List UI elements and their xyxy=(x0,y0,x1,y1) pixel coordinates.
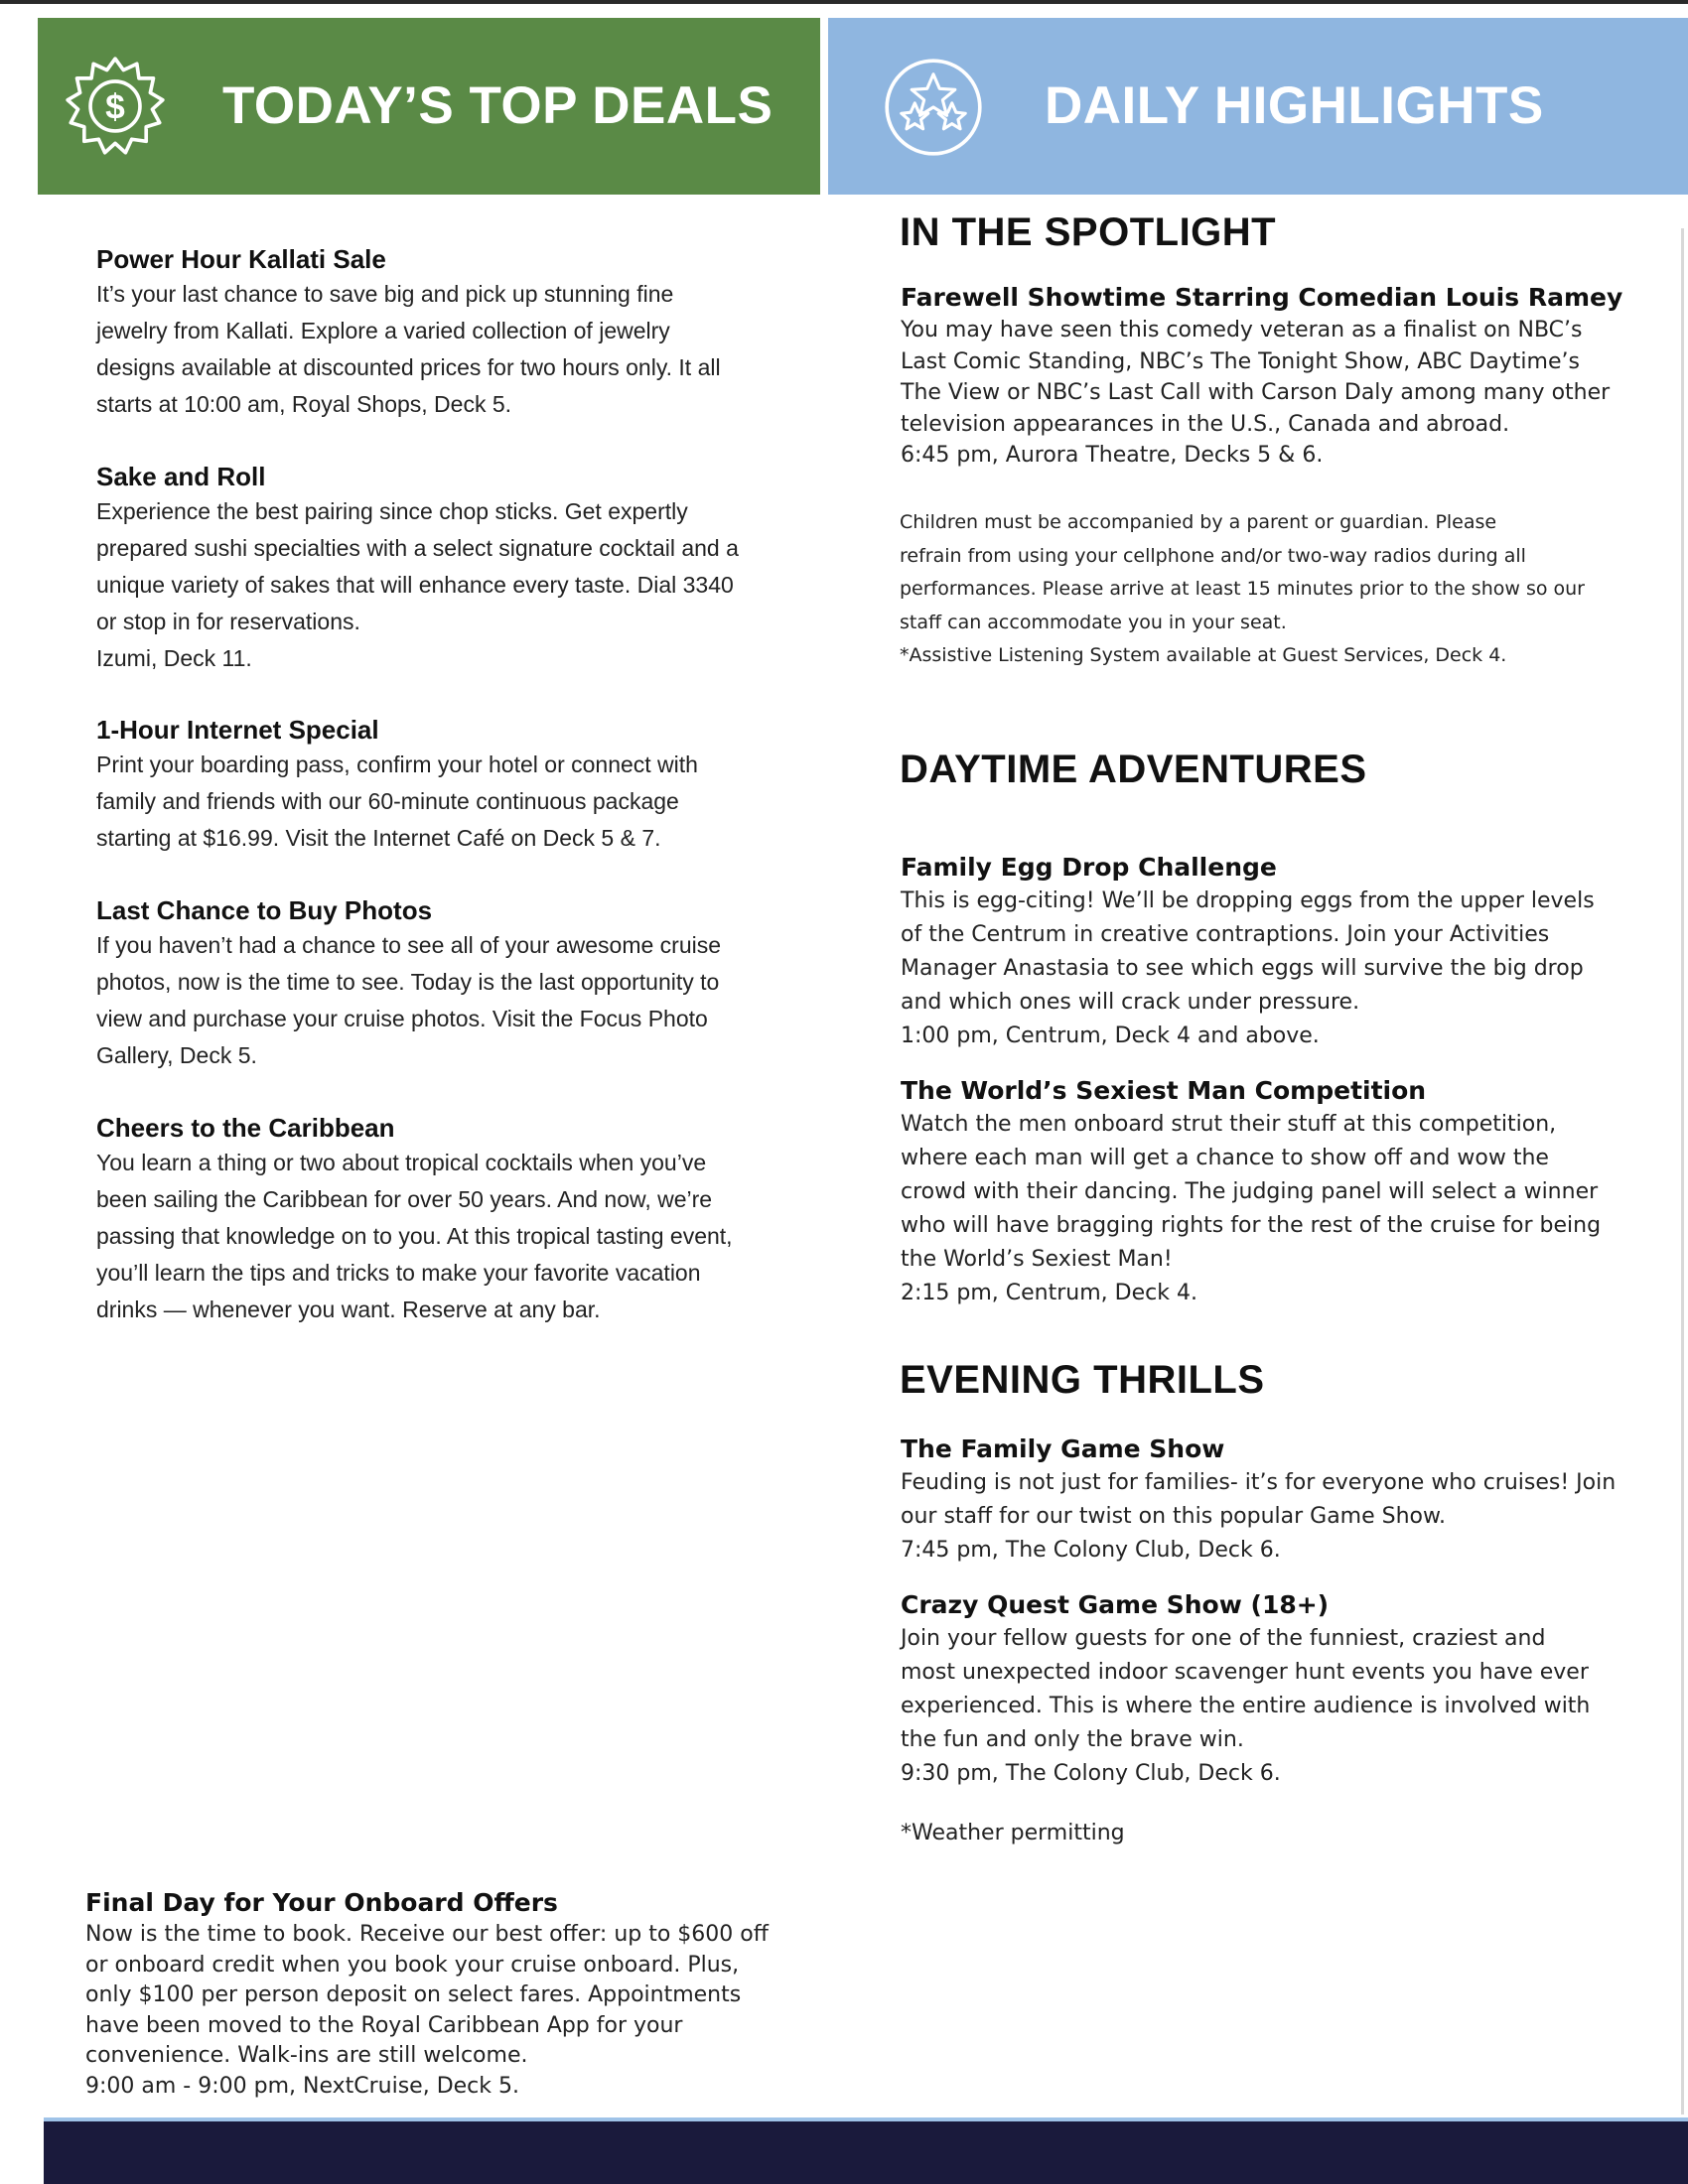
event-sexiest-man xyxy=(901,1074,1655,1310)
final-offer-line: have been moved to the Royal Caribbean App for your xyxy=(85,2012,683,2038)
spotlight-event xyxy=(901,281,1655,472)
event-line: Join your fellow guests for one of the funniest, craziest and xyxy=(901,1626,1546,1651)
final-offer-line: convenience. Walk-ins are still welcome. xyxy=(85,2043,528,2068)
notice-line: *Assistive Listening System available at Guest Services, Deck 4. xyxy=(900,644,1507,666)
deal-line: passing that knowledge on to you. At this tropical tasting event, xyxy=(96,1223,733,1249)
event-title: The Family Game Show xyxy=(901,1434,1225,1463)
deal-line: Izumi, Deck 11. xyxy=(96,645,252,671)
deal-line: You learn a thing or two about tropical cocktails when you’ve xyxy=(96,1150,707,1175)
deal-line: Gallery, Deck 5. xyxy=(96,1042,257,1068)
event-line: of the Centrum in creative contraptions. Join your Activities xyxy=(901,922,1550,947)
deal-line: family and friends with our 60-minute continuous package xyxy=(96,788,679,814)
deal-line: Experience the best pairing since chop sticks. Get expertly xyxy=(96,498,688,524)
deal-line: It’s your last chance to save big and pick up stunning fine xyxy=(96,281,674,307)
notice-line: staff can accommodate you in your seat. xyxy=(900,611,1287,633)
event-line: Feuding is not just for families- it’s for everyone who cruises! Join xyxy=(901,1470,1617,1495)
weather-footnote xyxy=(901,1817,1655,1850)
event-line: where each man will get a chance to show off and wow the xyxy=(901,1146,1549,1170)
final-offer-title: Final Day for Your Onboard Offers xyxy=(85,1888,558,1917)
dollar-badge-icon xyxy=(64,56,167,159)
event-line: the World’s Sexiest Man! xyxy=(901,1247,1173,1272)
daily-highlights-banner xyxy=(828,18,1688,195)
daily-highlights-title: DAILY HIGHLIGHTS xyxy=(1045,76,1544,135)
deal-title: Last Chance to Buy Photos xyxy=(96,895,433,925)
event-title: The World’s Sexiest Man Competition xyxy=(901,1076,1427,1105)
deal-line: you’ll learn the tips and tricks to make your favorite vacation xyxy=(96,1260,701,1286)
event-title: Crazy Quest Game Show (18+) xyxy=(901,1590,1330,1619)
spotlight-heading: IN THE SPOTLIGHT xyxy=(900,210,1277,254)
spotlight-notice xyxy=(900,506,1654,673)
event-line: 9:30 pm, The Colony Club, Deck 6. xyxy=(901,1761,1281,1786)
deal-line: starting at $16.99. Visit the Internet Café on Deck 5 & 7. xyxy=(96,825,661,851)
event-line: Watch the men onboard strut their stuff at this competition, xyxy=(901,1112,1557,1137)
top-deals-title: TODAY’S TOP DEALS xyxy=(222,76,774,135)
event-line: 6:45 pm, Aurora Theatre, Decks 5 & 6. xyxy=(901,443,1324,468)
deal-line: photos, now is the time to see. Today is the last opportunity to xyxy=(96,969,720,995)
deal-internet-special xyxy=(96,713,811,857)
top-rule xyxy=(0,0,1688,4)
event-line: and which ones will crack under pressure. xyxy=(901,990,1360,1015)
deal-line: Print your boarding pass, confirm your hotel or connect with xyxy=(96,751,698,777)
event-title: Farewell Showtime Starring Comedian Louis Ramey xyxy=(901,283,1623,312)
page-edge-line xyxy=(1681,228,1684,2115)
footnote-text: *Weather permitting xyxy=(901,1821,1125,1845)
event-family-game-show xyxy=(901,1433,1655,1568)
final-offer-line: 9:00 am - 9:00 pm, NextCruise, Deck 5. xyxy=(85,2073,520,2099)
notice-line: Children must be accompanied by a parent or guardian. Please xyxy=(900,511,1497,533)
event-line: our staff for our twist on this popular Game Show. xyxy=(901,1504,1446,1529)
event-line: This is egg-citing! We’ll be dropping eggs from the upper levels xyxy=(901,888,1595,913)
deal-line: starts at 10:00 am, Royal Shops, Deck 5. xyxy=(96,391,512,417)
event-line: Manager Anastasia to see which eggs will survive the big drop xyxy=(901,956,1584,981)
final-onboard-offers xyxy=(85,1886,840,2102)
deal-line: unique variety of sakes that will enhance every taste. Dial 3340 xyxy=(96,572,734,598)
deal-line: designs available at discounted prices for two hours only. It all xyxy=(96,354,721,380)
notice-line: performances. Please arrive at least 15 minutes prior to the show so our xyxy=(900,578,1585,600)
event-line: The View or NBC’s Last Call with Carson Daly among many other xyxy=(901,380,1611,405)
deal-cheers-caribbean xyxy=(96,1111,811,1328)
deal-line: or stop in for reservations. xyxy=(96,609,360,634)
deal-sake-and-roll xyxy=(96,460,811,677)
event-line: the fun and only the brave win. xyxy=(901,1727,1244,1752)
deal-line: view and purchase your cruise photos. Visit the Focus Photo xyxy=(96,1006,708,1031)
deal-title: Cheers to the Caribbean xyxy=(96,1113,395,1143)
deal-power-hour xyxy=(96,242,811,423)
event-line: television appearances in the U.S., Canada and abroad. xyxy=(901,411,1510,437)
deal-line: jewelry from Kallati. Explore a varied collection of jewelry xyxy=(96,318,670,343)
deal-title: Sake and Roll xyxy=(96,462,266,491)
event-line: most unexpected indoor scavenger hunt events you have ever xyxy=(901,1660,1589,1685)
event-crazy-quest xyxy=(901,1588,1655,1791)
deal-line: been sailing the Caribbean for over 50 years. And now, we’re xyxy=(96,1186,713,1212)
notice-line: refrain from using your cellphone and/or two-way radios during all xyxy=(900,544,1526,567)
top-deals-banner xyxy=(38,18,820,195)
final-offer-line: Now is the time to book. Receive our best offer: up to $600 off xyxy=(85,1922,769,1947)
event-line: 2:15 pm, Centrum, Deck 4. xyxy=(901,1281,1197,1305)
event-line: You may have seen this comedy veteran as a finalist on NBC’s xyxy=(901,318,1583,342)
event-title: Family Egg Drop Challenge xyxy=(901,853,1277,882)
final-offer-line: or onboard credit when you book your cruise onboard. Plus, xyxy=(85,1952,740,1978)
svg-text:$: $ xyxy=(105,87,125,127)
deal-line: prepared sushi specialties with a select signature cocktail and a xyxy=(96,535,739,561)
event-line: 7:45 pm, The Colony Club, Deck 6. xyxy=(901,1538,1281,1563)
stars-icon xyxy=(882,56,985,159)
deal-line: If you haven’t had a chance to see all of your awesome cruise xyxy=(96,932,722,958)
deal-title: 1-Hour Internet Special xyxy=(96,715,379,745)
deal-title: Power Hour Kallati Sale xyxy=(96,244,386,274)
evening-heading: EVENING THRILLS xyxy=(900,1358,1265,1402)
event-line: Last Comic Standing, NBC’s The Tonight Show, ABC Daytime’s xyxy=(901,348,1580,374)
daytime-heading: DAYTIME ADVENTURES xyxy=(900,748,1367,791)
deal-line: drinks — whenever you want. Reserve at any bar. xyxy=(96,1297,601,1322)
deal-last-chance-photos xyxy=(96,893,811,1074)
footer-bar xyxy=(44,2121,1688,2184)
event-line: crowd with their dancing. The judging panel will select a winner xyxy=(901,1179,1599,1204)
final-offer-line: only $100 per person deposit on select fares. Appointments xyxy=(85,1982,742,2007)
event-egg-drop xyxy=(901,851,1655,1053)
event-line: experienced. This is where the entire audience is involved with xyxy=(901,1694,1591,1718)
event-line: who will have bragging rights for the rest of the cruise for being xyxy=(901,1213,1602,1238)
event-line: 1:00 pm, Centrum, Deck 4 and above. xyxy=(901,1024,1320,1048)
